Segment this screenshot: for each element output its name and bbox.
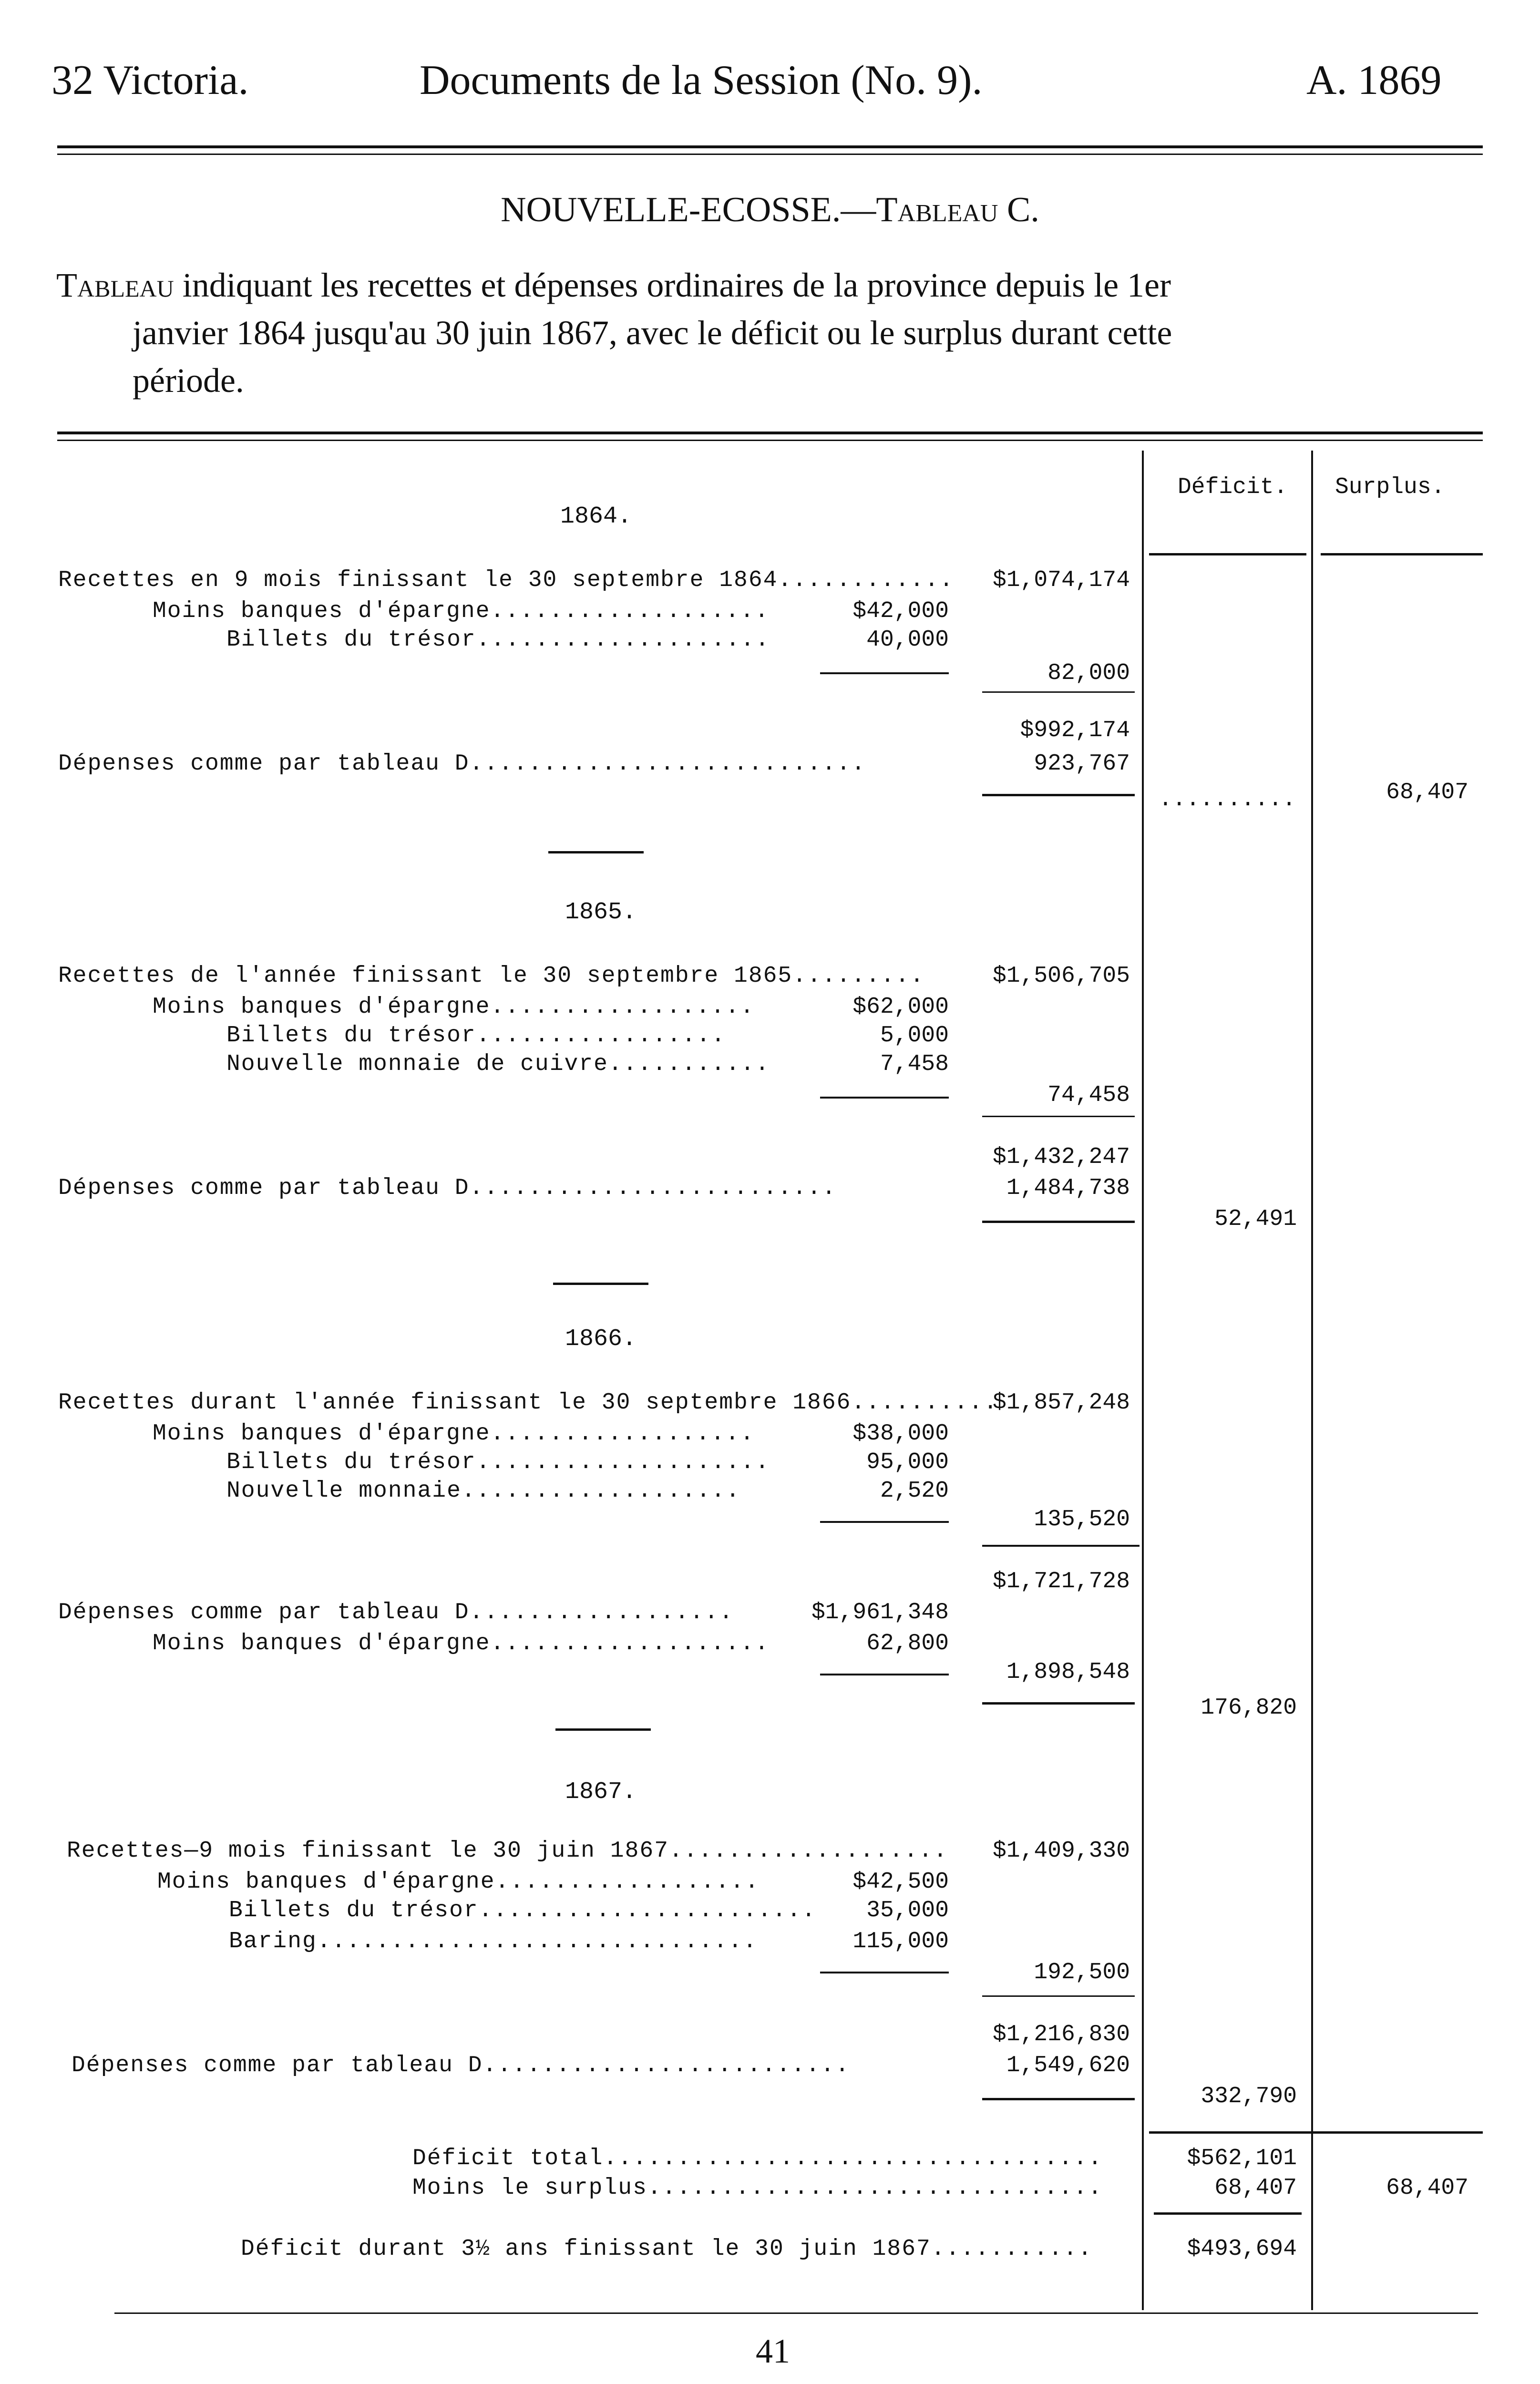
- row-1866-recettes: Recettes durant l'année finissant le 30 septembre 1866..........: [58, 1390, 998, 1416]
- rule-1866-net: [982, 1545, 1140, 1547]
- amt-1867-item1: $42,500: [852, 1869, 949, 1895]
- rule-1866-sub: [820, 1521, 949, 1523]
- amt-1866-dep-item: 62,800: [866, 1631, 949, 1656]
- row-1864-item2: Billets du trésor....................: [226, 627, 770, 653]
- intro-line2: janvier 1864 jusqu'au 30 juin 1867, avec le déficit ou le surplus durant cette: [133, 314, 1172, 352]
- amt-moins-surplus: 68,407: [1214, 2175, 1297, 2201]
- rule-1867-net: [982, 1995, 1135, 1997]
- row-1867-recettes: Recettes—9 mois finissant le 30 juin 1867...................: [67, 1838, 948, 1864]
- rule-totals-sub: [1154, 2212, 1302, 2215]
- rule-1864-net: [982, 691, 1135, 693]
- rule-1864-dep: [982, 794, 1135, 796]
- amt-1865-item1: $62,000: [852, 994, 949, 1020]
- amt-1864-item1: $42,000: [852, 598, 949, 624]
- amt-1866-net: $1,721,728: [992, 1569, 1130, 1594]
- totals-rule: [1149, 2131, 1483, 2134]
- amt-1865-net: $1,432,247: [992, 1144, 1130, 1170]
- page-number: 41: [756, 2332, 790, 2370]
- column-header-surplus: Surplus.: [1335, 474, 1445, 500]
- surplus-moins-surplus: 68,407: [1386, 2175, 1468, 2201]
- amt-1867-net: $1,216,830: [992, 2022, 1130, 2047]
- row-deficit-total: Déficit total..................................: [412, 2146, 1103, 2171]
- rule-1865-net: [982, 1116, 1135, 1117]
- year-1866: 1866.: [565, 1326, 637, 1353]
- row-1866-depenses: Dépenses comme par tableau D..................: [58, 1600, 734, 1625]
- row-1866-dep-item: Moins banques d'épargne...................: [153, 1631, 770, 1656]
- rule-1866-dep: [982, 1702, 1135, 1705]
- page-title: [0, 190, 1540, 230]
- deficit-1866: 176,820: [1201, 1695, 1297, 1721]
- amt-1864-item2: 40,000: [866, 627, 949, 653]
- deficit-1867: 332,790: [1201, 2084, 1297, 2109]
- amt-1867-item3: 115,000: [852, 1929, 949, 1954]
- row-final-deficit: Déficit durant 3½ ans finissant le 30 juin 1867...........: [241, 2236, 1093, 2262]
- rule-1867-sub: [820, 1972, 949, 1973]
- row-moins-surplus: Moins le surplus...............................: [412, 2175, 1103, 2201]
- deficit-column-line-left: [1142, 451, 1144, 2310]
- year-1865: 1865.: [565, 899, 637, 926]
- amt-1867-item2: 35,000: [866, 1898, 949, 1923]
- title-tableau: Tableau: [876, 190, 998, 229]
- amt-1865-item2: 5,000: [880, 1023, 949, 1048]
- amt-1865-subtotal: 74,458: [1047, 1082, 1130, 1108]
- deficit-header-rule: [1149, 553, 1306, 555]
- amt-1866-depenses-gross: $1,961,348: [811, 1600, 949, 1625]
- amt-1867-recettes: $1,409,330: [992, 1838, 1130, 1864]
- row-1865-item3: Nouvelle monnaie de cuivre...........: [226, 1051, 770, 1077]
- intro-paragraph: [56, 261, 1482, 404]
- intro-line3: période.: [133, 361, 244, 400]
- amt-1866-recettes: $1,857,248: [992, 1390, 1130, 1416]
- surplus-column-line-left: [1311, 451, 1313, 2310]
- header-right: A. 1869: [1306, 57, 1442, 103]
- row-1866-item3: Nouvelle monnaie...................: [226, 1478, 741, 1504]
- amt-1867-depenses: 1,549,620: [1006, 2053, 1130, 2078]
- amt-final-deficit: $493,694: [1187, 2236, 1297, 2262]
- header-left: 32 Victoria.: [51, 57, 249, 103]
- amt-1864-depenses: 923,767: [1034, 751, 1130, 777]
- title-main: NOUVELLE-ECOSSE.—: [501, 190, 876, 229]
- row-1867-depenses: Dépenses comme par tableau D.........................: [72, 2053, 850, 2078]
- amt-1865-item3: 7,458: [880, 1051, 949, 1077]
- row-1864-recettes: Recettes en 9 mois finissant le 30 septembre 1864............: [58, 567, 955, 593]
- amt-1866-dep-net: 1,898,548: [1006, 1659, 1130, 1685]
- row-1865-depenses: Dépenses comme par tableau D.........................: [58, 1175, 837, 1201]
- header-rule-bottom: [57, 154, 1483, 155]
- row-1867-item1: Moins banques d'épargne..................: [157, 1869, 760, 1895]
- amt-1865-recettes: $1,506,705: [992, 963, 1130, 989]
- surplus-header-rule: [1321, 553, 1483, 555]
- amt-1865-depenses: 1,484,738: [1006, 1175, 1130, 1201]
- amt-1864-net: $992,174: [1020, 718, 1130, 743]
- separator-1866: [555, 1728, 651, 1731]
- row-1867-item2: Billets du trésor.......................: [229, 1898, 817, 1923]
- column-header-deficit: Déficit.: [1178, 474, 1288, 500]
- separator-1865: [553, 1283, 648, 1285]
- separator-1864: [548, 851, 644, 853]
- deficit-1865: 52,491: [1214, 1206, 1297, 1232]
- table-rule-top-thin: [57, 440, 1483, 441]
- deficit-1864-dots: ..........: [1159, 787, 1296, 812]
- row-1866-item2: Billets du trésor....................: [226, 1449, 770, 1475]
- amt-deficit-total: $562,101: [1187, 2146, 1297, 2171]
- rule-1865-dep: [982, 1221, 1135, 1223]
- bottom-rule: [114, 2312, 1478, 2314]
- header-rule-top: [57, 145, 1483, 148]
- year-1864: 1864.: [560, 503, 632, 530]
- amt-1866-item3: 2,520: [880, 1478, 949, 1504]
- rule-1865-sub: [820, 1097, 949, 1099]
- row-1864-item1: Moins banques d'épargne...................: [153, 598, 770, 624]
- amt-1866-subtotal: 135,520: [1034, 1507, 1130, 1532]
- rule-1864-sub: [820, 672, 949, 674]
- intro-line1: indiquant les recettes et dépenses ordinaires de la province depuis le 1er: [182, 266, 1171, 304]
- row-1865-item1: Moins banques d'épargne..................: [153, 994, 755, 1020]
- row-1867-item3: Baring..............................: [229, 1929, 758, 1954]
- row-1864-depenses: Dépenses comme par tableau D...........................: [58, 751, 866, 777]
- header-center: Documents de la Session (No. 9).: [420, 57, 983, 103]
- rule-1867-dep: [982, 2098, 1135, 2100]
- amt-1866-item1: $38,000: [852, 1421, 949, 1447]
- row-1866-item1: Moins banques d'épargne..................: [153, 1421, 755, 1447]
- title-letter: C.: [1006, 190, 1039, 229]
- intro-lead: Tableau: [56, 266, 174, 304]
- rule-1866-dep-sub: [820, 1674, 949, 1675]
- surplus-1864: 68,407: [1386, 780, 1468, 805]
- amt-1866-item2: 95,000: [866, 1449, 949, 1475]
- amt-1864-recettes: $1,074,174: [992, 567, 1130, 593]
- table-rule-top: [57, 432, 1483, 434]
- year-1867: 1867.: [565, 1778, 637, 1806]
- amt-1867-subtotal: 192,500: [1034, 1960, 1130, 1985]
- row-1865-recettes: Recettes de l'année finissant le 30 septembre 1865.........: [58, 963, 925, 989]
- row-1865-item2: Billets du trésor.................: [226, 1023, 726, 1048]
- amt-1864-subtotal: 82,000: [1047, 660, 1130, 686]
